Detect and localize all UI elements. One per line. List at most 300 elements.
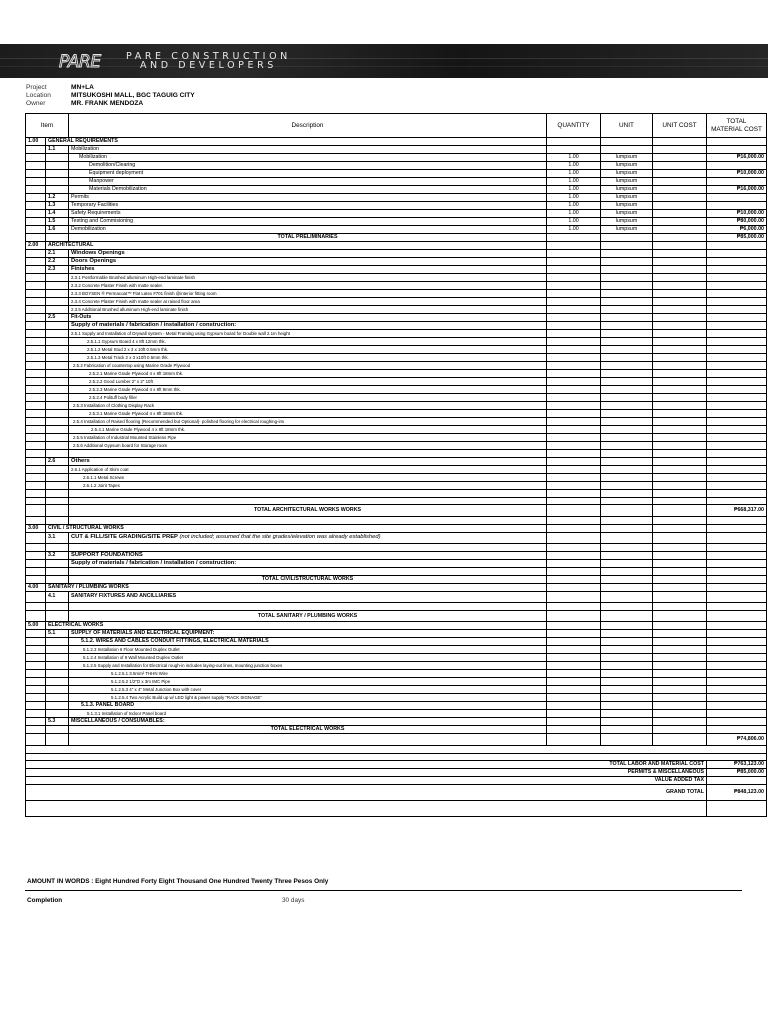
table-row (26, 567, 767, 575)
unit-cell (601, 575, 653, 583)
total-cost-cell (707, 516, 767, 524)
unit-cost-cell (653, 559, 707, 567)
quantity-cell: 1.00 (547, 186, 601, 194)
description-text: Manpower (89, 178, 114, 184)
spacer-cell (707, 801, 767, 817)
table-row (26, 610, 767, 622)
project-info (26, 84, 195, 107)
item-number-cell (26, 567, 46, 575)
unit-cell (601, 418, 653, 426)
unit-cell (601, 402, 653, 410)
sub-item-number-cell (46, 306, 69, 314)
description-cell (69, 662, 547, 670)
description-cell (69, 718, 547, 726)
sub-item-number-cell (46, 670, 69, 678)
unit-cost-cell (653, 426, 707, 434)
description-text: TOTAL CIVIL/STRUCTURAL WORKS (261, 575, 354, 582)
item-number-cell (26, 322, 46, 330)
description-cell (69, 362, 547, 370)
sub-item-number-cell: 2.2 (46, 258, 69, 266)
unit-cost-cell (653, 686, 707, 694)
unit-cell (601, 354, 653, 362)
table-row (26, 694, 767, 702)
unit-cost-cell (653, 306, 707, 314)
table-row (26, 402, 767, 410)
description-text: TOTAL PRELIMINARIES (277, 234, 338, 240)
unit-cell: lumpsum (601, 154, 653, 162)
table-row (26, 266, 767, 274)
unit-cost-cell (653, 670, 707, 678)
item-number-cell (26, 551, 46, 559)
description-text: Temporary Facilities (71, 202, 119, 208)
company-name-line1: PARE CONSTRUCTION (126, 51, 291, 62)
quantity-cell: 1.00 (547, 154, 601, 162)
description-text: SANITARY FIXTURES AND ANCILLIARIES (71, 593, 177, 600)
item-number-cell (26, 226, 46, 234)
project-row (26, 84, 195, 92)
description-cell (69, 170, 547, 178)
owner-label: Owner (26, 99, 46, 107)
table-row (26, 202, 767, 210)
item-number-cell (26, 186, 46, 194)
table-row (26, 362, 767, 370)
description-text: 2.5.2.1 Marine Grade Plywood 4 x 8ft 18mm thk. (89, 371, 184, 376)
description-text: 2.5.6 Additional Gypsum board for Storage room (73, 443, 168, 448)
total-cost-cell (707, 567, 767, 575)
unit-cell (601, 362, 653, 370)
quantity-cell (547, 603, 601, 611)
sub-item-number-cell (46, 402, 69, 410)
total-cost-cell (707, 386, 767, 394)
table-row (26, 346, 767, 354)
location-label: Location (26, 91, 51, 99)
total-cost-cell (707, 178, 767, 186)
description-text: Safety Requirements (71, 210, 121, 216)
unit-cell (601, 394, 653, 402)
sub-item-number-cell (46, 282, 69, 290)
table-row (26, 162, 767, 170)
item-number-cell (26, 630, 46, 638)
description-cell (69, 670, 547, 678)
table-row (26, 497, 767, 505)
quantity-cell (547, 702, 601, 710)
description-cell (69, 202, 547, 210)
total-cost-cell (707, 726, 767, 734)
table-row (26, 250, 767, 258)
quantity-cell (547, 654, 601, 662)
unit-cell (601, 718, 653, 726)
quantity-cell (547, 314, 601, 322)
total-cost-cell (707, 402, 767, 410)
total-cost-cell (707, 497, 767, 505)
table-row (26, 801, 767, 817)
unit-cost-cell (653, 338, 707, 346)
table-row (26, 298, 767, 306)
quantity-cell (547, 465, 601, 473)
unit-cell (601, 410, 653, 418)
sub-item-number-cell (46, 442, 69, 450)
total-cost-cell (707, 532, 767, 544)
item-number-cell (26, 610, 46, 622)
divider-line (25, 890, 742, 891)
description-cell (69, 210, 547, 218)
table-row (26, 322, 767, 330)
unit-cell (601, 282, 653, 290)
table-row (26, 622, 767, 630)
sub-item-number-cell: 2.1 (46, 250, 69, 258)
table-row (26, 702, 767, 710)
description-text: Fit-Outs (71, 314, 92, 320)
unit-cost-cell (653, 162, 707, 170)
unit-cell (601, 322, 653, 330)
unit-cell (601, 338, 653, 346)
description-text: 2.5.3.1 Marine Grade Plywood 4 x 8ft 18mm thk. (89, 411, 184, 416)
sub-item-number-cell (46, 162, 69, 170)
description-cell (69, 314, 547, 322)
header-quantity: QUANTITY (547, 114, 601, 138)
unit-cell (601, 290, 653, 298)
item-number-cell (26, 646, 46, 654)
sub-item-number-cell: 5.1 (46, 630, 69, 638)
item-number-cell (26, 544, 46, 552)
quantity-cell (547, 234, 601, 242)
item-number-cell (26, 258, 46, 266)
description-text: 5.1.2.3 Installation 6 Floor Mounted Duplex Outlet (83, 647, 180, 653)
table-row (26, 583, 767, 591)
summary-row (26, 761, 767, 769)
description-cell (69, 290, 547, 298)
sub-item-number-cell (46, 734, 69, 746)
description-cell (69, 465, 547, 473)
unit-cell: lumpsum (601, 178, 653, 186)
total-cost-cell (707, 418, 767, 426)
table-row (26, 686, 767, 694)
item-number-cell (26, 194, 46, 202)
table-row (26, 442, 767, 450)
item-number-cell (26, 338, 46, 346)
owner-row (26, 100, 195, 108)
total-cost-cell (707, 410, 767, 418)
table-row (26, 662, 767, 670)
completion-value: 30 days (282, 897, 305, 904)
item-number-cell (26, 162, 46, 170)
summary-label-cell: TOTAL LABOR AND MATERIAL COST (26, 761, 707, 769)
description-text: SUPPLY OF MATERIALS AND ELECTRICAL EQUIPMENT: (71, 630, 215, 637)
sub-item-number-cell (46, 322, 69, 330)
table-row (26, 394, 767, 402)
unit-cell (601, 702, 653, 710)
sub-item-number-cell (46, 330, 69, 338)
unit-cost-cell (653, 170, 707, 178)
total-cost-cell: ₱85,000.00 (707, 234, 767, 242)
quantity-cell (547, 442, 601, 450)
unit-cell (601, 378, 653, 386)
total-cost-cell (707, 378, 767, 386)
quantity-cell (547, 290, 601, 298)
unit-cost-cell (653, 178, 707, 186)
description-text: 2.6.1.1 Metal Screws (83, 474, 124, 480)
table-row (26, 314, 767, 322)
table-row (26, 410, 767, 418)
unit-cost-cell (653, 544, 707, 552)
item-number-cell (26, 146, 46, 154)
total-cost-cell (707, 250, 767, 258)
description-cell (69, 654, 547, 662)
item-number-cell (26, 402, 46, 410)
unit-cell (601, 314, 653, 322)
description-cell (69, 734, 547, 746)
item-number-cell: 5.00 (26, 622, 46, 630)
sub-item-number-cell (46, 346, 69, 354)
total-cost-cell (707, 258, 767, 266)
unit-cost-cell (653, 662, 707, 670)
spacer-cell (26, 753, 767, 761)
description-text: 2.5.4.1 Marine Grade Plywood 4 x 8ft 18mm thk. (91, 427, 186, 432)
unit-cost-cell (653, 457, 707, 465)
unit-cost-cell (653, 266, 707, 274)
table-row (26, 290, 767, 298)
item-number-cell (26, 465, 46, 473)
header-unit: UNIT (601, 114, 653, 138)
unit-cost-cell (653, 481, 707, 489)
table-row (26, 726, 767, 734)
total-cost-cell (707, 591, 767, 603)
unit-cost-cell (653, 226, 707, 234)
quantity-cell (547, 591, 601, 603)
sub-item-number-cell (46, 394, 69, 402)
description-cell (69, 426, 547, 434)
table-row (26, 370, 767, 378)
unit-cost-cell (653, 622, 707, 630)
unit-cell (601, 434, 653, 442)
sub-item-number-cell: 1.1 (46, 146, 69, 154)
item-number-cell (26, 505, 46, 517)
unit-cell (601, 583, 653, 591)
summary-row (26, 769, 767, 777)
quantity-cell (547, 402, 601, 410)
unit-cell (601, 473, 653, 481)
unit-cell (601, 524, 653, 532)
description-text: 5.1.3. PANEL BOARD (81, 702, 135, 709)
unit-cost-cell (653, 630, 707, 638)
item-number-cell (26, 489, 46, 497)
total-cost-cell (707, 194, 767, 202)
description-note: (not included; assumed that the site grades/elevation was already established) (179, 534, 381, 541)
sub-item-number-cell (46, 354, 69, 362)
section-title-cell: ARCHITECTURAL (46, 242, 547, 250)
company-name (126, 52, 291, 70)
unit-cell (601, 497, 653, 505)
total-cost-cell (707, 202, 767, 210)
total-cost-cell: ₱80,000.00 (707, 218, 767, 226)
item-number-cell (26, 234, 46, 242)
description-text: 2.5.2.2 Good Lumber 2" x 2" 10ft (89, 379, 153, 384)
total-cost-cell (707, 362, 767, 370)
quantity-cell (547, 670, 601, 678)
quantity-cell (547, 258, 601, 266)
quantity-cell (547, 532, 601, 544)
total-cost-cell (707, 654, 767, 662)
table-row (26, 330, 767, 338)
table-row (26, 646, 767, 654)
table-row (26, 170, 767, 178)
quantity-cell (547, 622, 601, 630)
table-row (26, 532, 767, 544)
unit-cell (601, 505, 653, 517)
description-cell (69, 282, 547, 290)
header-banner (0, 44, 768, 78)
description-cell (69, 434, 547, 442)
item-number-cell (26, 386, 46, 394)
description-cell (69, 726, 547, 734)
summary-amount-cell: ₱763,123.00 (707, 761, 767, 769)
item-number-cell (26, 210, 46, 218)
total-cost-cell (707, 314, 767, 322)
description-cell (69, 338, 547, 346)
quantity-cell (547, 386, 601, 394)
unit-cost-cell (653, 394, 707, 402)
unit-cost-cell (653, 694, 707, 702)
description-cell (69, 226, 547, 234)
quantity-cell (547, 338, 601, 346)
table-row (26, 378, 767, 386)
quantity-cell (547, 726, 601, 734)
description-cell (69, 450, 547, 458)
total-cost-cell (707, 678, 767, 686)
unit-cost-cell (653, 362, 707, 370)
item-number-cell (26, 662, 46, 670)
unit-cost-cell (653, 386, 707, 394)
total-cost-cell (707, 544, 767, 552)
summary-row (26, 777, 767, 785)
unit-cell (601, 450, 653, 458)
quantity-cell (547, 575, 601, 583)
section-title-cell: GENERAL REQUIREMENTS (46, 138, 547, 146)
table-row (26, 450, 767, 458)
quantity-cell (547, 457, 601, 465)
location-row (26, 92, 195, 100)
description-text: Demobilization (71, 226, 106, 232)
description-text: 2.3.3 BOYSEN ® Permacoat™ Flat Latex #701 finish @interior fitting room (71, 291, 217, 296)
description-cell (69, 330, 547, 338)
header-total-line2: MATERIAL COST (711, 125, 762, 133)
table-row (26, 226, 767, 234)
unit-cost-cell (653, 505, 707, 517)
description-text: 2.3.1 Postformable Brushed alluminum High-end laminate finish (71, 275, 195, 280)
description-cell (69, 630, 547, 638)
sub-item-number-cell (46, 603, 69, 611)
description-cell (69, 559, 547, 567)
unit-cost-cell (653, 434, 707, 442)
total-cost-cell (707, 603, 767, 611)
sub-item-number-cell: 1.2 (46, 194, 69, 202)
section-title-cell: ELECTRICAL WORKS (46, 622, 547, 630)
unit-cell: lumpsum (601, 170, 653, 178)
unit-cost-cell (653, 726, 707, 734)
description-cell (69, 378, 547, 386)
item-number-cell: 4.00 (26, 583, 46, 591)
total-cost-cell: ₱10,000.00 (707, 170, 767, 178)
section-title-cell: SANITARY / PLUMBING WORKS (46, 583, 547, 591)
completion-label: Completion (27, 897, 63, 904)
description-cell (69, 678, 547, 686)
section-title-cell: CIVIL / STRUCTURAL WORKS (46, 524, 547, 532)
sub-item-number-cell: 1.6 (46, 226, 69, 234)
unit-cost-cell (653, 718, 707, 726)
description-cell (69, 610, 547, 622)
description-text: 5.1.2. WIRES AND CABLES CONDUIT FITTINGS, ELECTRICAL MATERIALS (81, 638, 269, 645)
logo-text: PARE (59, 52, 101, 72)
unit-cost-cell (653, 418, 707, 426)
unit-cell (601, 694, 653, 702)
description-text: CUT & FILL/SITE GRADING/SITE PREP (71, 534, 178, 541)
sub-item-number-cell (46, 362, 69, 370)
item-number-cell (26, 718, 46, 726)
quantity-cell (547, 362, 601, 370)
description-text: 5.1.2.4 Installation of 9 Wall Mounted Duplex Outlet (83, 655, 183, 661)
table-row (26, 591, 767, 603)
unit-cell: lumpsum (601, 186, 653, 194)
unit-cell (601, 638, 653, 646)
quantity-cell (547, 638, 601, 646)
description-text: Others (71, 457, 90, 464)
unit-cell (601, 242, 653, 250)
quantity-cell (547, 551, 601, 559)
quantity-cell (547, 298, 601, 306)
item-number-cell (26, 314, 46, 322)
project-label: Project (26, 84, 47, 91)
table-row (26, 146, 767, 154)
description-text: 2.3.4 Concrete Plaster Finish with matte sealer at raised floor area (71, 299, 200, 304)
description-cell (69, 551, 547, 559)
table-row (26, 603, 767, 611)
description-cell (69, 442, 547, 450)
total-cost-cell: ₱16,000.00 (707, 186, 767, 194)
description-text: Mobilization (71, 146, 99, 152)
item-number-cell (26, 702, 46, 710)
description-text: Demolition/Clearing (89, 162, 136, 168)
sub-item-number-cell (46, 702, 69, 710)
total-cost-cell (707, 489, 767, 497)
summary-amount-cell: ₱848,123.00 (707, 785, 767, 801)
unit-cost-cell (653, 489, 707, 497)
table-body (26, 138, 767, 817)
table-row (26, 745, 767, 753)
item-number-cell (26, 370, 46, 378)
unit-cell (601, 726, 653, 734)
unit-cell: lumpsum (601, 226, 653, 234)
header-total-material-cost (707, 114, 767, 138)
unit-cell (601, 346, 653, 354)
unit-cost-cell (653, 524, 707, 532)
table-row (26, 575, 767, 583)
description-cell (69, 497, 547, 505)
table-row (26, 489, 767, 497)
unit-cost-cell (653, 575, 707, 583)
table-row (26, 306, 767, 314)
unit-cell (601, 457, 653, 465)
unit-cost-cell (653, 583, 707, 591)
description-text: Mobilization (79, 154, 107, 160)
description-cell (69, 178, 547, 186)
item-number-cell (26, 154, 46, 162)
sub-item-number-cell (46, 234, 69, 242)
sub-item-number-cell (46, 186, 69, 194)
sub-item-number-cell (46, 410, 69, 418)
description-cell (69, 505, 547, 517)
unit-cell (601, 567, 653, 575)
total-cost-cell (707, 457, 767, 465)
